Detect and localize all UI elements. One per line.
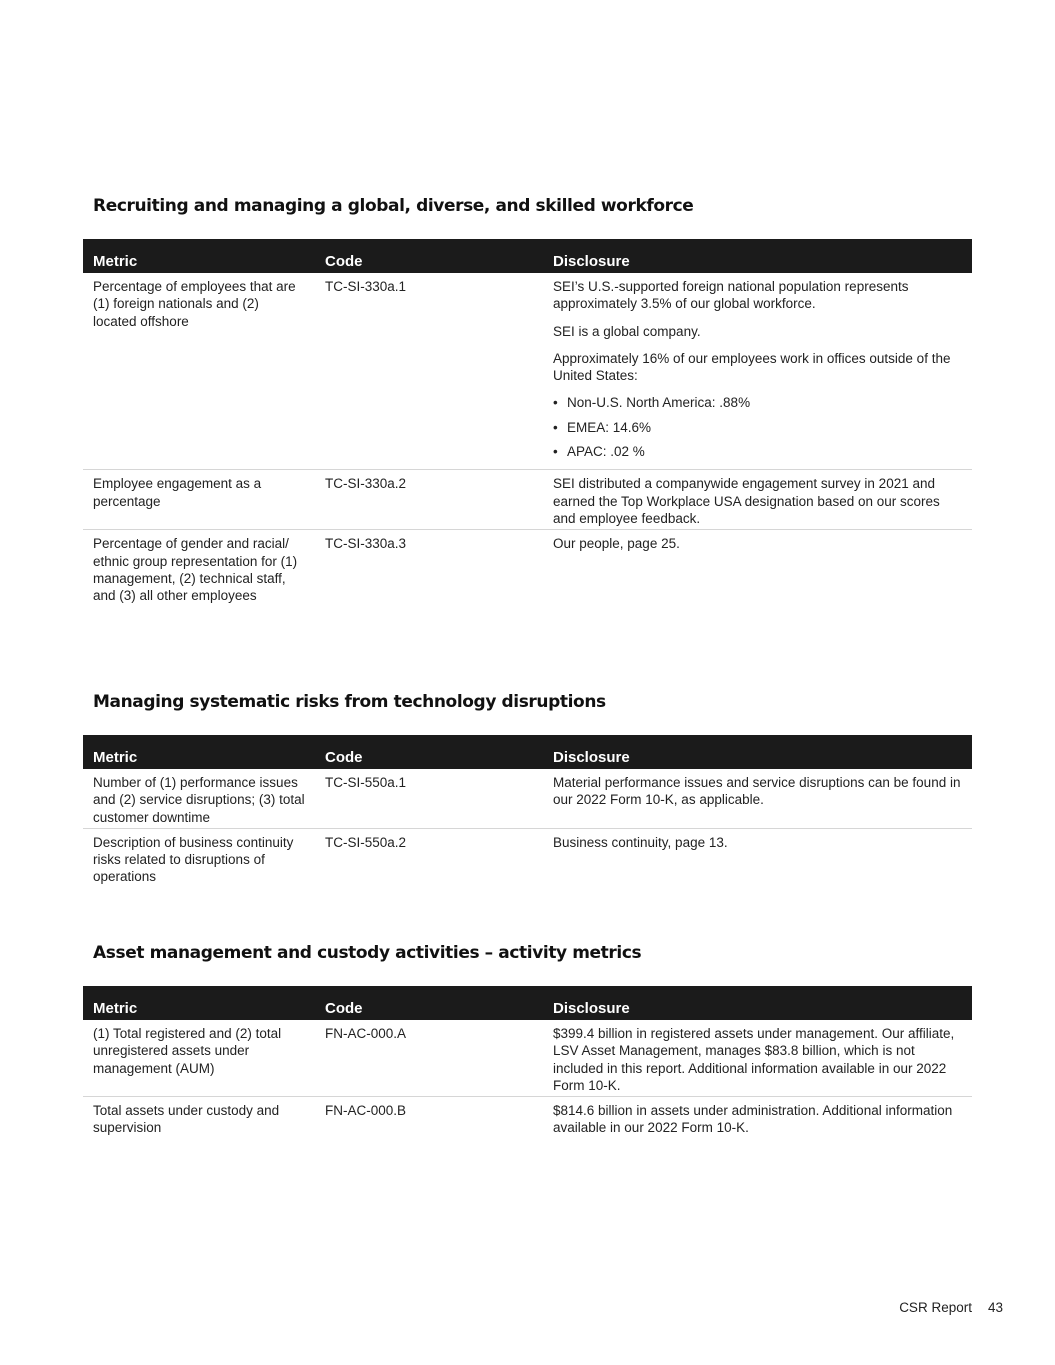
disclosure-paragraph: Business continuity, page 13. xyxy=(553,834,728,850)
disclosure-cell xyxy=(543,828,972,887)
header-disclosure: Disclosure xyxy=(553,1000,630,1017)
disclosure-cell xyxy=(543,273,972,470)
list-item: • APAC: .02 % xyxy=(553,443,962,460)
section-title: Managing systematic risks from technology disruptions xyxy=(93,692,606,712)
table-row xyxy=(83,1097,972,1139)
region-list xyxy=(553,394,962,460)
table-row xyxy=(83,273,972,470)
code-cell: TC-SI-550a.2 xyxy=(315,828,543,887)
metric-cell: Employee engagement as a percentage xyxy=(83,470,315,530)
disclosure-paragraph: SEI distributed a companywide engagement survey in 2021 and earned the Top Workplace USA designation based on our scores and employee feedback. xyxy=(553,476,940,526)
disclosure-paragraph: $399.4 billion in registered assets under management. Our affiliate, LSV Asset Management, manages $83.8 billion, which is not included in this report. Additional information available in our 2022 Form 10-K. xyxy=(553,1026,955,1093)
header-code: Code xyxy=(325,749,363,766)
section-title: Recruiting and managing a global, diverse, and skilled workforce xyxy=(93,196,694,216)
metric-cell: Description of business continuity risks related to disruptions of operations xyxy=(83,828,315,887)
disclosure-cell xyxy=(543,530,972,607)
disclosure-paragraph: Material performance issues and service disruptions can be found in our 2022 Form 10-K, as applicable. xyxy=(553,775,961,808)
code-cell: TC-SI-330a.1 xyxy=(325,279,407,294)
table-row xyxy=(83,828,972,887)
workforce-table xyxy=(83,239,972,606)
metric-cell: Percentage of gender and racial/ ethnic group representation for (1) management, (2) technical staff, and (3) all other employees xyxy=(83,530,315,607)
code-cell: FN-AC-000.A xyxy=(325,1026,407,1041)
table-row xyxy=(83,530,972,607)
list-item: • Non-U.S. North America: .88% xyxy=(553,394,962,411)
code-cell: FN-AC-000.B xyxy=(315,1097,543,1139)
header-code: Code xyxy=(325,253,363,270)
header-disclosure: Disclosure xyxy=(553,253,630,270)
table-header-row xyxy=(83,986,972,1020)
disclosure-paragraph: Our people, page 25. xyxy=(553,536,680,552)
metric-cell: (1) Total registered and (2) total unregistered assets under management (AUM) xyxy=(93,1026,282,1076)
metric-cell: Percentage of employees that are (1) foreign nationals and (2) located offshore xyxy=(93,279,296,329)
code-cell: TC-SI-330a.2 xyxy=(315,470,543,530)
header-metric: Metric xyxy=(93,253,138,270)
disclosure-cell xyxy=(543,1020,972,1097)
page-number: 43 xyxy=(987,1300,1003,1315)
table-row xyxy=(83,470,972,530)
disclosure-paragraph: Approximately 16% of our employees work in offices outside of the United States: xyxy=(553,350,951,384)
table-header-row xyxy=(83,239,972,273)
section-title: Asset management and custody activities – activity metrics xyxy=(93,943,642,963)
disclosure-paragraph: SEI’s U.S.-supported foreign national population represents approximately 3.5% of our global workforce. xyxy=(553,279,909,312)
report-name: CSR Report xyxy=(899,1300,972,1315)
page-footer xyxy=(899,1300,1003,1315)
technology-risks-table xyxy=(83,735,972,888)
disclosure-paragraph: $814.6 billion in assets under administration. Additional information available in our 2022 Form 10-K. xyxy=(553,1103,953,1136)
asset-management-table xyxy=(83,986,972,1139)
table-header-row xyxy=(83,735,972,769)
table-row xyxy=(83,1020,972,1097)
metric-cell: Number of (1) performance issues and (2) service disruptions; (3) total customer downtime xyxy=(93,775,305,825)
header-code: Code xyxy=(325,1000,363,1017)
table-row xyxy=(83,769,972,828)
header-disclosure: Disclosure xyxy=(553,749,630,766)
disclosure-cell xyxy=(543,1097,972,1139)
code-cell: TC-SI-330a.3 xyxy=(315,530,543,607)
header-metric: Metric xyxy=(93,749,138,766)
code-cell: TC-SI-550a.1 xyxy=(325,775,407,790)
disclosure-paragraph: SEI is a global company. xyxy=(553,323,701,339)
list-item: • EMEA: 14.6% xyxy=(553,419,962,436)
disclosure-cell xyxy=(543,470,972,530)
metric-cell: Total assets under custody and supervision xyxy=(83,1097,315,1139)
header-metric: Metric xyxy=(93,1000,138,1017)
disclosure-cell xyxy=(543,769,972,828)
